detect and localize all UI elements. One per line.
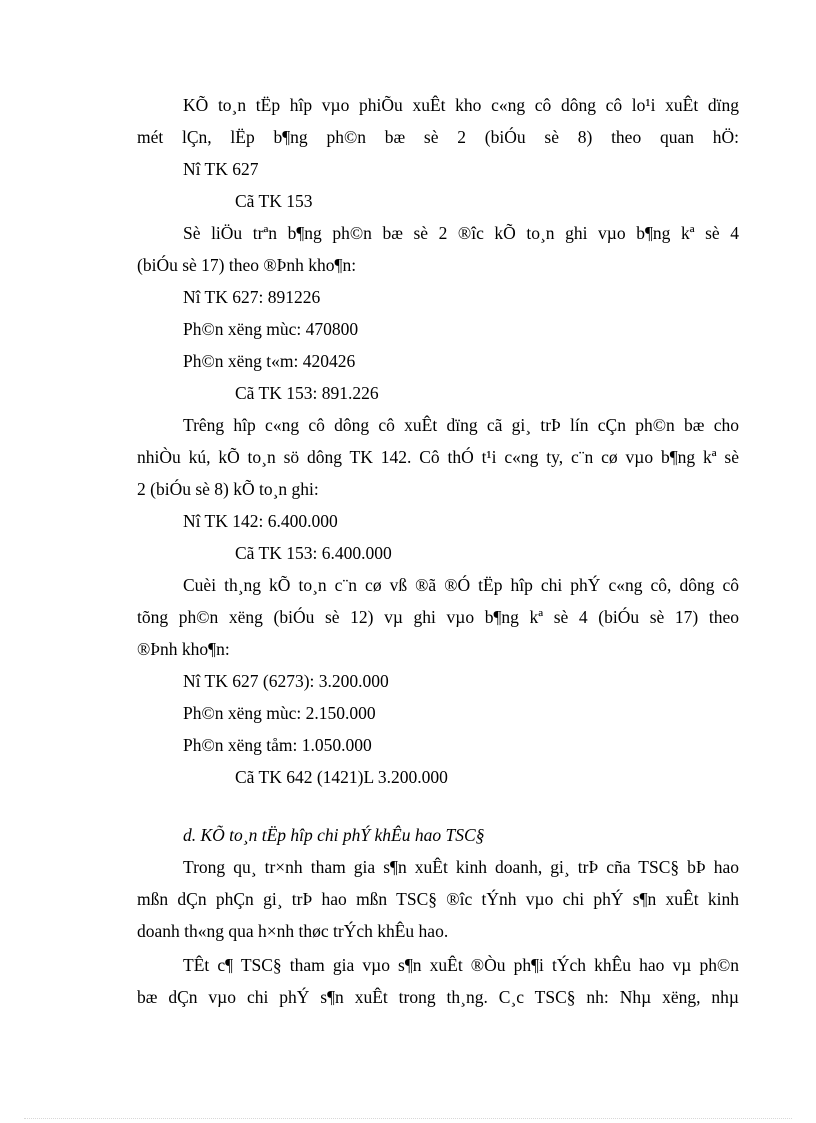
text-line: TÊt c¶ TSC§ tham gia vµo s¶n xuÊt ®Òu ph¶i tÝch khÊu hao vµ ph©n (183, 955, 739, 975)
text-line: Ph©n xëng mùc: 2.150.000 (183, 703, 376, 723)
text-line: Ph©n xëng mùc: 470800 (183, 319, 359, 339)
text-line: Cã TK 642 (1421)L 3.200.000 (235, 767, 448, 787)
text-line: Nî TK 142: 6.400.000 (183, 511, 338, 531)
text-line: (biÓu sè 17) theo ®Þnh kho¶n: (137, 255, 357, 275)
text-line: mßn dÇn phÇn gi¸ trÞ hao mßn TSC§ ®îc tÝnh vµo chi phÝ s¶n xuÊt kinh (137, 889, 739, 909)
text-line: Ph©n xëng tåm: 1.050.000 (183, 735, 372, 755)
text-line: nhiÒu kú, kÕ to¸n sö dông TK 142. Cô thÓ t¹i c«ng ty, c¨n cø vµo b¶ng kª sè (137, 447, 739, 467)
section-heading: d. KÕ to¸n tËp hîp chi phÝ khÊu hao TSC§ (183, 825, 485, 845)
text-line: Trong qu¸ tr×nh tham gia s¶n xuÊt kinh doanh, gi¸ trÞ cña TSC§ bÞ hao (183, 857, 739, 877)
text-line: Nî TK 627 (183, 159, 259, 179)
text-line: tõng ph©n xëng (biÓu sè 12) vµ ghi vµo b¶ng kª sè 4 (biÓu sè 17) theo (137, 607, 739, 627)
text-line: Trêng hîp c«ng cô dông cô xuÊt dïng cã gi¸ trÞ lín cÇn ph©n bæ cho (183, 415, 739, 435)
text-line: mét lÇn, lËp b¶ng ph©n bæ sè 2 (biÓu sè 8) theo quan hÖ: (137, 127, 739, 147)
text-line: ®Þnh kho¶n: (137, 639, 230, 659)
text-line: Sè liÖu trªn b¶ng ph©n bæ sè 2 ®îc kÕ to¸n ghi vµo b¶ng kª sè 4 (183, 223, 739, 243)
text-line: Nî TK 627: 891226 (183, 287, 321, 307)
text-line: Ph©n xëng t«m: 420426 (183, 351, 356, 371)
text-line: doanh th«ng qua h×nh thøc trÝch khÊu hao. (137, 921, 449, 941)
text-line: Cuèi th¸ng kÕ to¸n c¨n cø vß ®ã ®Ó tËp hîp chi phÝ c«ng cô, dông cô (183, 575, 739, 595)
text-line: 2 (biÓu sè 8) kÕ to¸n ghi: (137, 479, 319, 499)
text-line: Cã TK 153: 6.400.000 (235, 543, 392, 563)
text-line: Cã TK 153 (235, 191, 313, 211)
text-line: Nî TK 627 (6273): 3.200.000 (183, 671, 389, 691)
text-line: Cã TK 153: 891.226 (235, 383, 379, 403)
footer-divider (24, 1118, 792, 1119)
text-line: bæ dÇn vµo chi phÝ s¶n xuÊt trong th¸ng. C¸c TSC§ nh: Nhµ xëng, nhµ (137, 987, 739, 1007)
text-line: KÕ to¸n tËp hîp vµo phiÕu xuÊt kho c«ng cô dông cô lo¹i xuÊt dïng (183, 95, 739, 115)
